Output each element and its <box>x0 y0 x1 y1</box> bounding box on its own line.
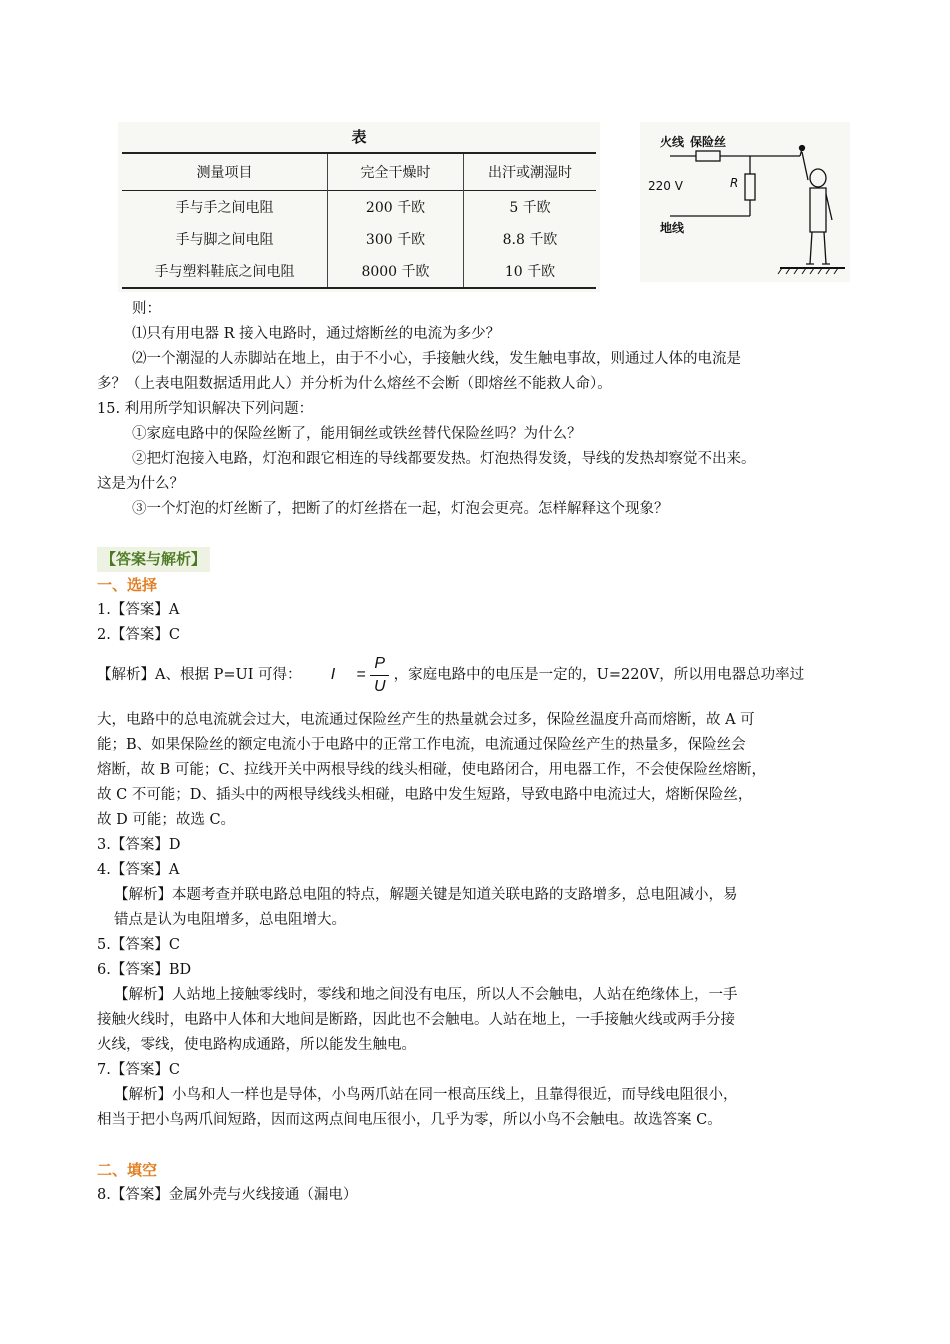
voltage-label: 220 V <box>648 179 683 193</box>
q14-part1: ⑴只有用电器 R 接入电路时，通过熔断丝的电流为多少？ <box>132 326 501 342</box>
q15-part2-line2: 这是为什么？ <box>97 476 184 492</box>
answer-4-explanation-line1: 【解析】本题考查并联电路总电阻的特点，解题关键是知道关联电路的支路增多，总电阻减小，易 <box>114 887 738 903</box>
table-row <box>122 191 596 224</box>
answer-2-explanation-line6: 故 D 可能；故选 C。 <box>97 812 236 828</box>
answer-2-explanation-line5: 故 C 不可能；D、插头中的两根导线线头相碰，电路中发生短路，导致电路中电流过大，熔断保险丝， <box>97 787 753 803</box>
q14-part2-line2: 多？（上表电阻数据适用此人）并分析为什么熔丝不会断（即熔丝不能救人命）。 <box>97 376 612 392</box>
resistor-label: R <box>730 176 739 190</box>
q15-part1: ①家庭电路中的保险丝断了，能用铜丝或铁丝替代保险丝吗？为什么？ <box>132 426 582 442</box>
q14-then: 则： <box>132 301 161 317</box>
table-row <box>122 255 596 288</box>
q14-part2-line1: ⑵一个潮湿的人赤脚站在地上，由于不小心，手接触火线，发生触电事故，则通过人体的电流是 <box>132 351 741 367</box>
answers-block <box>97 547 857 1208</box>
answer-7-explanation-line1: 【解析】小鸟和人一样也是导体，小鸟两爪站在同一根高压线上，且靠得很近，而导线电阻很小， <box>114 1087 738 1103</box>
section-choice-heading: 一、选择 <box>97 576 158 594</box>
table-cell: 8000 千欧 <box>328 255 464 288</box>
table-header-cell: 出汗或潮湿时 <box>488 165 572 181</box>
fuse-symbol <box>696 151 720 161</box>
formula-denominator: U <box>373 677 386 695</box>
table-cell: 手与塑料鞋底之间电阻 <box>122 255 328 288</box>
table-header-cell: 完全干燥时 <box>328 153 464 191</box>
section-fill-heading: 二、填空 <box>97 1161 158 1179</box>
q15-title: 15. 利用所学知识解决下列问题： <box>97 401 314 417</box>
live-wire-label: 火线 <box>660 135 685 149</box>
table-cell: 手与手之间电阻 <box>122 191 328 224</box>
answer-1: 1.【答案】A <box>97 602 180 618</box>
person-figure <box>800 146 833 265</box>
resistance-table-figure <box>118 122 600 292</box>
resistor-symbol <box>745 174 755 200</box>
question-block <box>97 297 857 522</box>
formula-equals: = <box>356 666 366 683</box>
answer-4: 4.【答案】A <box>97 862 180 878</box>
answer-6-explanation-line3: 火线，零线，使电路构成通路，所以能发生触电。 <box>97 1037 416 1053</box>
answer-2-explanation-line1 <box>97 650 857 700</box>
table-row <box>122 223 596 255</box>
explanation-suffix: ，家庭电路中的电压是一定的，U=220V，所以用电器总功率过 <box>393 667 805 683</box>
answer-7-explanation-line2: 相当于把小鸟两爪间短路，因而这两点间电压很小，几乎为零，所以小鸟不会触电。故选答案 C。 <box>97 1112 722 1128</box>
table-cell: 200 千欧 <box>328 191 464 224</box>
table-caption: 表 <box>351 128 367 146</box>
formula-fraction <box>370 653 389 698</box>
q15-part2-line1: ②把灯泡接入电路，灯泡和跟它相连的导线都要发热。灯泡热得发烫，导线的发热却察觉不出来。 <box>132 451 756 467</box>
answer-3: 3.【答案】D <box>97 837 181 853</box>
circuit-diagram-figure <box>640 122 850 282</box>
answer-2-explanation-line4: 熔断，故 B 可能；C、拉线开关中两根导线的线头相碰，使电路闭合，用电器工作，不会使保险丝熔断， <box>97 762 766 778</box>
ground-wire-label: 地线 <box>660 221 685 235</box>
q15-part3: ③一个灯泡的灯丝断了，把断了的灯丝搭在一起，灯泡会更亮。怎样解释这个现象？ <box>132 501 669 517</box>
resistance-table <box>122 152 596 289</box>
table-cell: 300 千欧 <box>328 223 464 255</box>
answer-5: 5.【答案】C <box>97 937 180 953</box>
table-cell: 10 千欧 <box>504 264 556 280</box>
table-cell: 5 千欧 <box>509 200 551 216</box>
answer-6: 6.【答案】BD <box>97 962 192 978</box>
answer-8: 8.【答案】金属外壳与火线接通（漏电） <box>97 1187 358 1203</box>
table-header-row <box>122 153 596 191</box>
answer-6-explanation-line1: 【解析】人站地上接触零线时，零线和地之间没有电压，所以人不会触电，人站在绝缘体上，一手 <box>114 987 738 1003</box>
formula-numerator: P <box>370 653 389 676</box>
table-cell: 手与脚之间电阻 <box>122 223 328 255</box>
circuit-diagram <box>640 122 850 282</box>
table-cell: 8.8 千欧 <box>502 232 558 248</box>
answer-7: 7.【答案】C <box>97 1062 180 1078</box>
answer-4-explanation-line2: 错点是认为电阻增多，总电阻增大。 <box>114 912 346 928</box>
answer-2-explanation-line3: 能；B、如果保险丝的额定电流小于电路中的正常工作电流，电流通过保险丝产生的热量多，保险丝会 <box>97 737 746 753</box>
table-header-cell: 测量项目 <box>122 153 328 191</box>
answers-header: 【答案与解析】 <box>97 547 210 572</box>
formula-lhs: I <box>330 666 336 683</box>
explanation-prefix: 【解析】A、根据 P=UI 可得： <box>97 667 302 683</box>
fuse-label: 保险丝 <box>690 135 727 149</box>
answer-6-explanation-line2: 接触火线时，电路中人体和大地间是断路，因此也不会触电。人站在地上，一手接触火线或两手分接 <box>97 1012 735 1028</box>
answer-2-explanation-line2: 大，电路中的总电流就会过大，电流通过保险丝产生的热量就会过多，保险丝温度升高而熔断，故 A 可 <box>97 712 755 728</box>
answer-2: 2.【答案】C <box>97 627 180 643</box>
